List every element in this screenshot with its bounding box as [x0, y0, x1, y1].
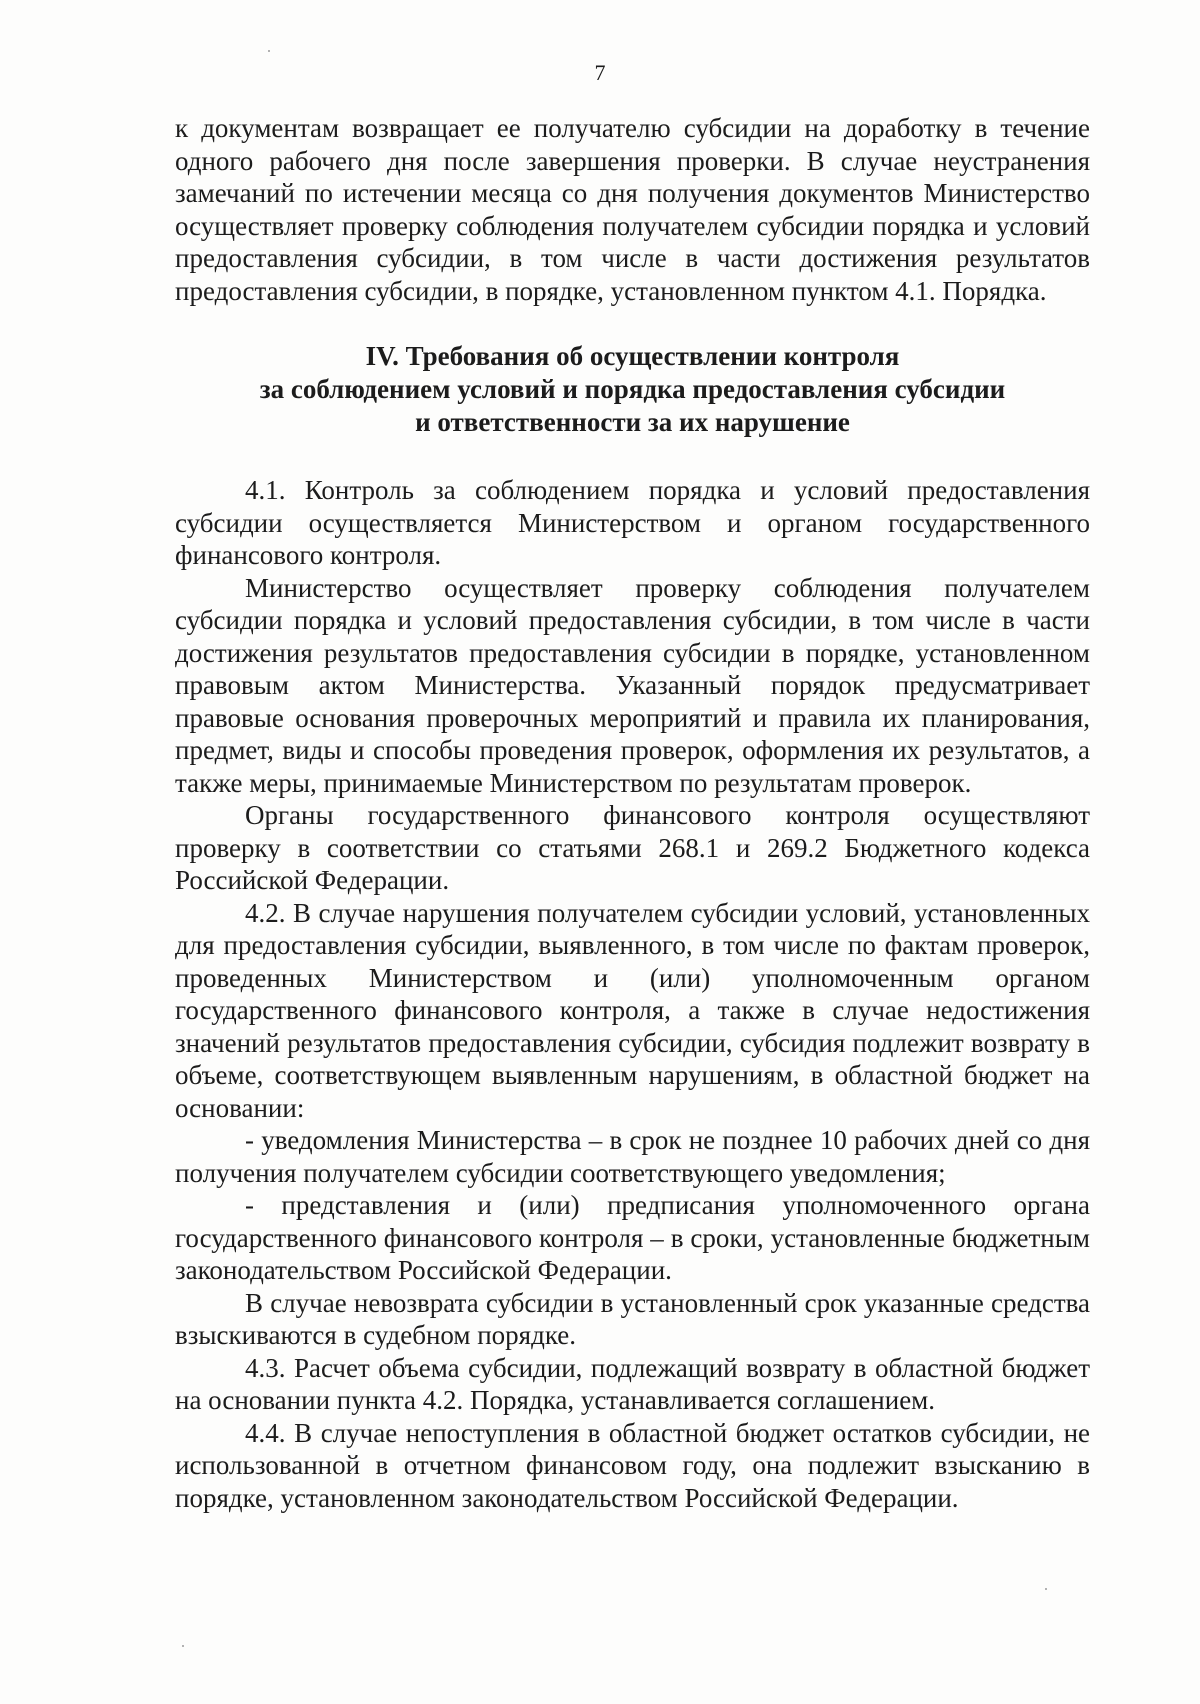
- paragraph-4-3: 4.3. Расчет объема субсидии, подлежащий возврату в областной бюджет на основании пункта 4.2. Порядка, устанавливается соглашением.: [175, 1352, 1090, 1415]
- paragraph-4-1: 4.1. Контроль за соблюдением порядка и условий предоставления субсидии осуществляется Министерством и органом государственного финансового контроля.: [175, 475, 1090, 570]
- section-heading-line: и ответственности за их нарушение: [415, 407, 850, 437]
- list-item-ministry-notice: - уведомления Министерства – в срок не позднее 10 рабочих дней со дня получения получателем субсидии соответствующего уведомления;: [175, 1125, 1090, 1188]
- intro-text: [175, 112, 1090, 307]
- section-body: [175, 474, 1090, 1514]
- paragraph-ministry-check: Министерство осуществляет проверку соблюдения получателем субсидии порядка и условий предоставления субсидии, в том числе в части достижения результатов предоставления субсидии в порядке, установленном правовым актом Министерства. Указанный порядок предусматривает правовые основания проверочных мероприятий и правила их планирования, предмет, виды и способы проведения проверок, оформления их результатов, а также меры, принимаемые Министерством по результатам проверок.: [175, 572, 1090, 798]
- scan-speck: [268, 50, 270, 52]
- paragraph-4-2: 4.2. В случае нарушения получателем субсидии условий, установленных для предоставления субсидии, выявленного, в том числе по фактам проверок, проведенных Министерством и (или) уполномоченным органом государственного финансового контроля, а также в случае недостижения значений результатов предоставления субсидии, субсидия подлежит возврату в объеме, соответствующем выявленным нарушениям, в областной бюджет на основании:: [175, 897, 1090, 1123]
- intro-paragraph: к документам возвращает ее получателю субсидии на доработку в течение одного рабочего дня после завершения проверки. В случае неустранения замечаний по истечении месяца со дня получения документов Министерство осуществляет проверку соблюдения получателем субсидии порядка и условий предоставления субсидии, в том числе в части достижения результатов предоставления субсидии, в порядке, установленном пунктом 4.1. Порядка.: [175, 113, 1090, 306]
- paragraph-4-4: 4.4. В случае непоступления в областной бюджет остатков субсидии, не использованной в отчетном финансовом году, она подлежит взысканию в порядке, установленном законодательством Российской Федерации.: [175, 1417, 1090, 1513]
- scan-speck: [182, 1645, 184, 1647]
- scan-speck: [1045, 1588, 1047, 1590]
- section-heading-line: за соблюдением условий и порядка предоставления субсидии: [259, 374, 1006, 404]
- section-heading: [175, 340, 1090, 439]
- page-number: 7: [594, 60, 606, 85]
- section-heading-line: IV. Требования об осуществлении контроля: [365, 341, 900, 371]
- paragraph-non-return: В случае невозврата субсидии в установленный срок указанные средства взыскиваются в судебном порядке.: [175, 1287, 1090, 1350]
- list-item-control-order: - представления и (или) предписания уполномоченного органа государственного финансового контроля – в сроки, установленные бюджетным законодательством Российской Федерации.: [175, 1190, 1090, 1285]
- paragraph-financial-control-bodies: Органы государственного финансового контроля осуществляют проверку в соответствии со статьями 268.1 и 269.2 Бюджетного кодекса Российской Федерации.: [175, 800, 1090, 895]
